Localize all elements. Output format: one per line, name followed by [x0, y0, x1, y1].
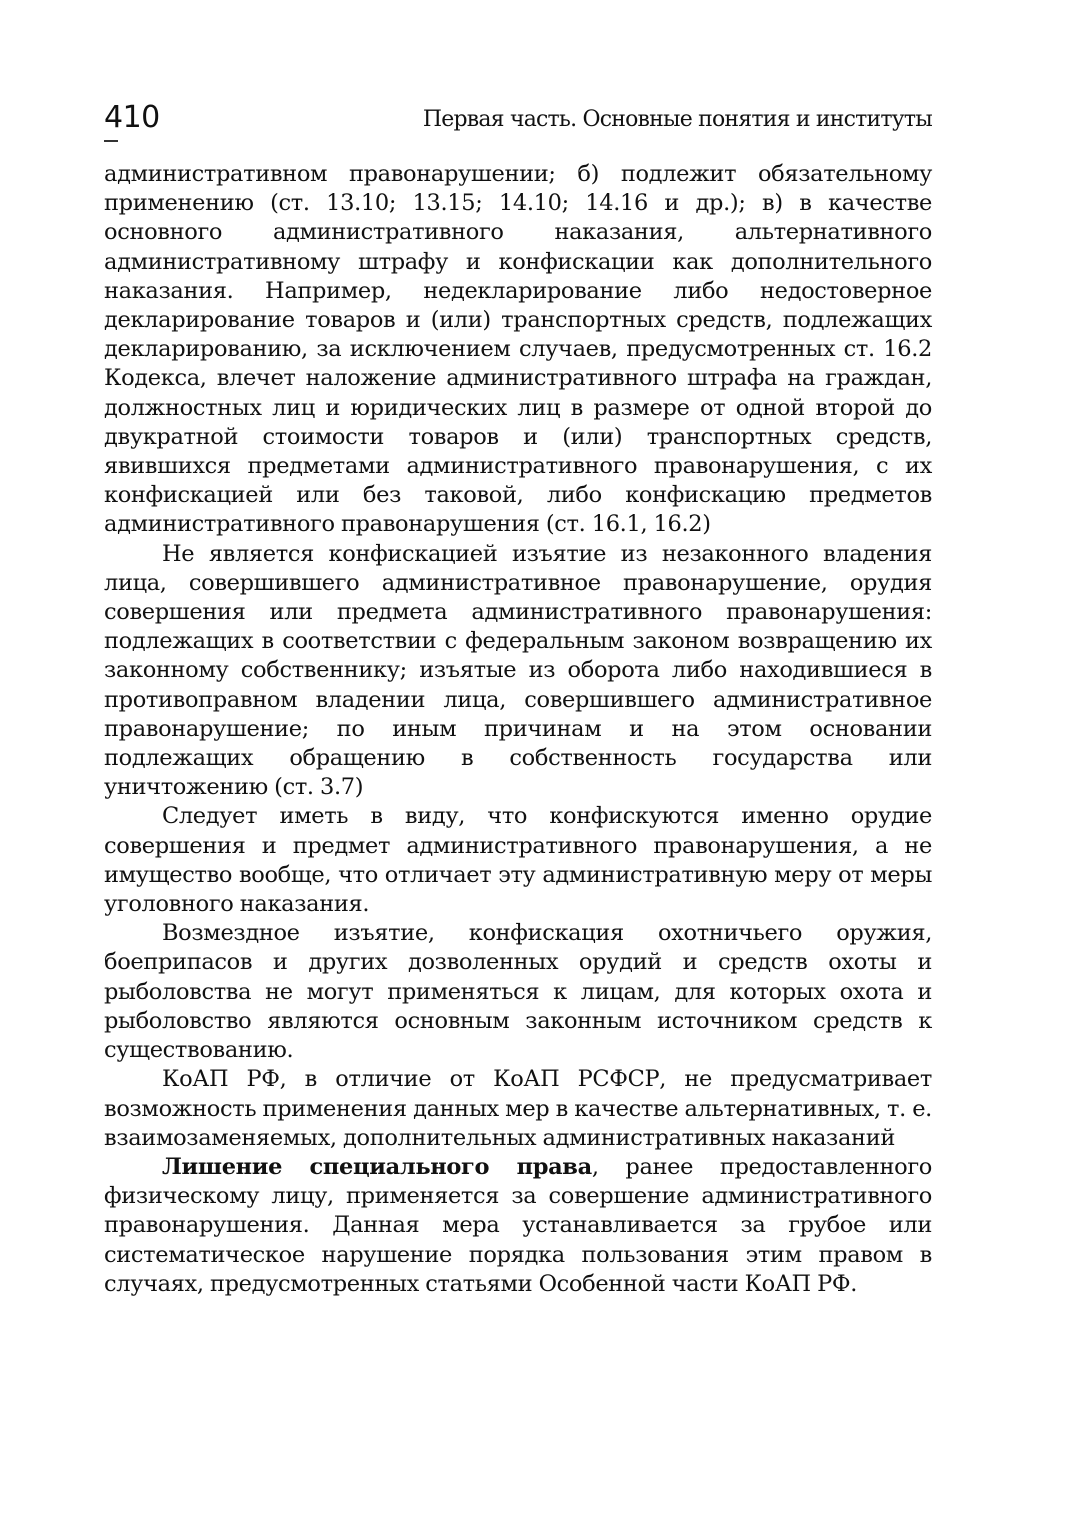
- paragraph-deprivation-of-right: [104, 1153, 932, 1299]
- body-text: [104, 160, 932, 1299]
- running-title: Первая часть. Основные понятия и институты: [422, 107, 932, 132]
- paragraph-not-confiscation: Не является конфискацией изъятие из незаконного владения лица, совершившего административное правонарушение, орудия совершения или предмета административного правонарушения: подлежащих в соответствии с федеральным законом возвращению их законному собственнику; изъятые из оборота либо находившиеся в противоправном владении лица, совершившего административное правонарушение; по иным причинам и на этом основании подлежащих обращению в собственность государства или уничтожению (ст. 3.7): [104, 540, 932, 801]
- paragraph-continuation: административном правонарушении; б) подлежит обязательному применению (ст. 13.10; 13.15; 14.10; 14.16 и др.); в) в качестве основного административного наказания, альтернативного административному штрафу и конфискации как дополнительного наказания. Например, недекларирование либо недостоверное декларирование товаров и (или) транспортных средств, подлежащих декларированию, за исключением случаев, предусмотренных ст. 16.2 Кодекса, влечет наложение административного штрафа на граждан, должностных лиц и юридических лиц в размере от одной второй до двукратной стоимости товаров и (или) транспортных средств, явившихся предметами административного правонарушения, с их конфискацией или без таковой, либо конфискацию предметов административного правонарушения (ст. 16.1, 16.2): [104, 161, 932, 538]
- page-header: [104, 100, 932, 144]
- paragraph-hunting-weapons: Возмездное изъятие, конфискация охотничьего оружия, боеприпасов и других дозволенных орудий и средств охоты и рыболовства не могут применяться к лицам, для которых охота и рыболовство являются основным законным источником средств к существованию.: [104, 920, 932, 1064]
- paragraph-koap-comparison: КоАП РФ, в отличие от КоАП РСФСР, не предусматривает возможность применения данных мер в качестве альтернативных, т. е. взаимозаменяемых, дополнительных административных наказаний: [104, 1066, 932, 1151]
- paragraph-confiscated-items: Следует иметь в виду, что конфискуются именно орудие совершения и предмет административного правонарушения, а не имущество вообще, что отличает эту административную меру от меры уголовного наказания.: [104, 803, 932, 918]
- paragraph-text: , ранее предоставленного физическому лицу, применяется за совершение административного правонарушения. Данная мера устанавливается за грубое или систематическое нарушение порядка пользования этим правом в случаях, предусмотренных статьями Особенной части КоАП РФ.: [104, 1153, 932, 1297]
- defined-term: Лишение специального права: [162, 1153, 592, 1180]
- page-number-underline: [104, 140, 118, 142]
- page-number: 410: [104, 100, 160, 135]
